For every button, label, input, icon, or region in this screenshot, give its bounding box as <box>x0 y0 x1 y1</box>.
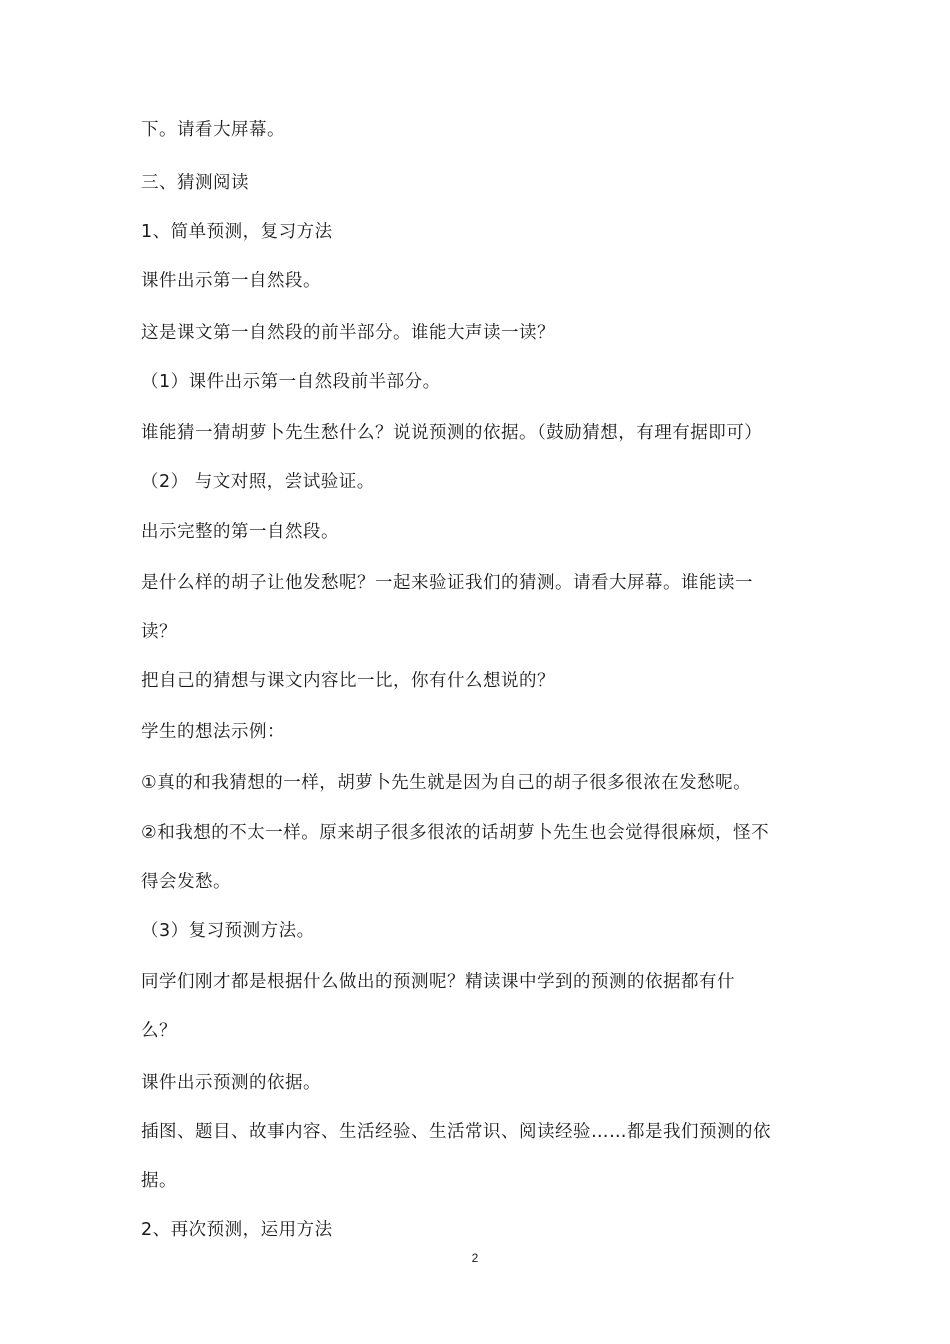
text-line: 谁能猜一猜胡萝卜先生愁什么？说说预测的依据。（鼓励猜想，有理有据即可） <box>141 423 763 443</box>
text-line: 据。 <box>141 1171 177 1191</box>
text-line: 读？ <box>141 622 177 642</box>
text-line: 把自己的猜想与课文内容比一比，你有什么想说的？ <box>141 671 555 691</box>
text-line: 么？ <box>141 1021 177 1041</box>
subheading-simple-prediction: 1、简单预测，复习方法 <box>141 222 333 242</box>
text-line: 课件出示预测的依据。 <box>141 1073 321 1093</box>
text-line: 插图、题目、故事内容、生活经验、生活常识、阅读经验……都是我们预测的依 <box>141 1122 771 1142</box>
step-3-line: （3）复习预测方法。 <box>141 921 315 941</box>
step-1-line: （1）课件出示第一自然段前半部分。 <box>141 372 441 392</box>
text-line: 出示完整的第一自然段。 <box>141 522 339 542</box>
text-line: 得会发愁。 <box>141 872 231 892</box>
subheading-predict-again: 2、再次预测，运用方法 <box>141 1220 333 1240</box>
step-2-line: （2） 与文对照，尝试验证。 <box>141 472 375 492</box>
text-line-continuation: 下。请看大屏幕。 <box>141 120 285 140</box>
text-line: 学生的想法示例： <box>141 722 285 742</box>
text-line: 这是课文第一自然段的前半部分。谁能大声读一读？ <box>141 323 555 343</box>
section-heading-guess-reading: 三、猜测阅读 <box>141 173 249 193</box>
example-1-line: ①真的和我猜想的一样，胡萝卜先生就是因为自己的胡子很多很浓在发愁呢。 <box>141 773 752 793</box>
text-line: 同学们刚才都是根据什么做出的预测呢？精读课中学到的预测的依据都有什 <box>141 972 735 992</box>
text-line: 是什么样的胡子让他发愁呢？一起来验证我们的猜测。请看大屏幕。谁能读一 <box>141 573 753 593</box>
page-number: 2 <box>471 1251 479 1265</box>
text-line: 课件出示第一自然段。 <box>141 271 321 291</box>
example-2-line: ②和我想的不太一样。原来胡子很多很浓的话胡萝卜先生也会觉得很麻烦，怪不 <box>141 823 770 843</box>
